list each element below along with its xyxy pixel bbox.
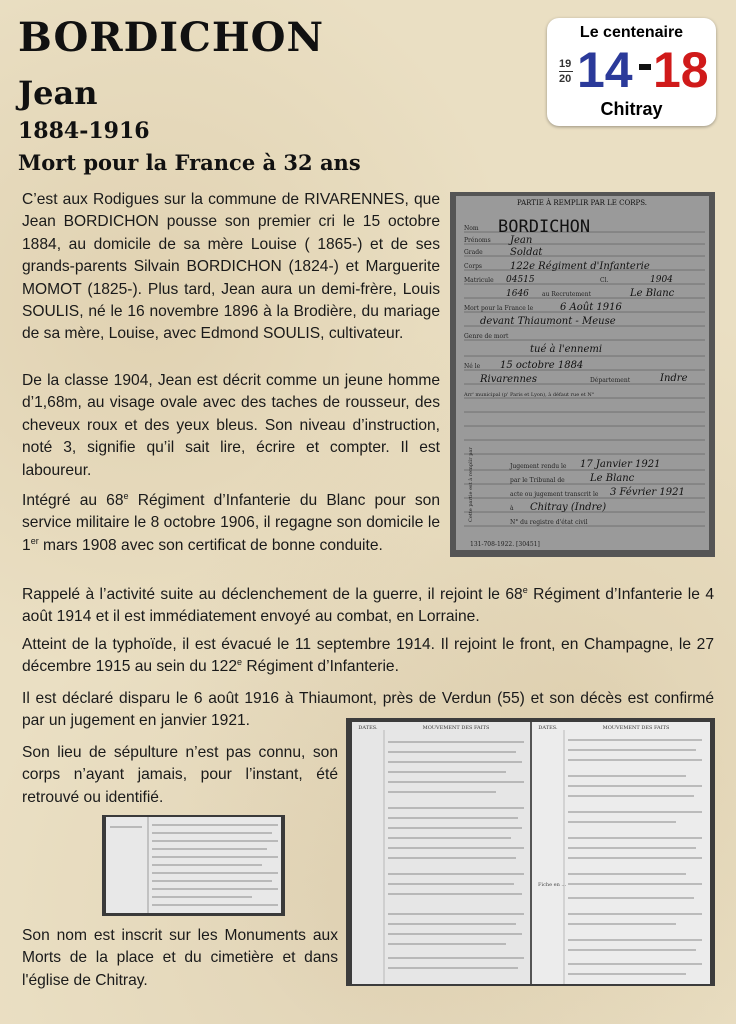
fiche-matricule-label: Matricule (464, 277, 494, 284)
logo-town: Chitray (600, 99, 663, 119)
fiche-mort-date: 6 Août 1916 (560, 302, 622, 313)
fiche-matricule-value: 04515 (506, 275, 535, 285)
fiche-jugement-value: 17 Janvier 1921 (580, 459, 661, 470)
register-col-dates-2: DATES. (538, 725, 558, 731)
fiche-recrutement-value: 1646 (506, 289, 529, 299)
logo-year-left: 14 (577, 42, 633, 98)
logo-year-right: 18 (653, 42, 709, 98)
fiche-acte-label: acte ou jugement transcrit le (510, 491, 599, 498)
fiche-a-value: Chitray (Indre) (530, 502, 607, 513)
register-excerpt-image (102, 815, 285, 916)
paragraph-memorial: Son nom est inscrit sur les Monuments aux Morts de la place et du cimetière et dans l'église de Chitray. (22, 927, 338, 989)
register-stamp: Fiche en ... (538, 882, 567, 888)
fiche-jugement-label: Jugement rendu le (510, 463, 567, 470)
fiche-corps-label: Corps (464, 263, 482, 270)
fiche-prenoms-value: Jean (510, 235, 533, 246)
paragraph-disappearance: Il est déclaré disparu le 6 août 1916 à Thiaumont, près de Verdun (55) et son décès est confirmé par un jugement en janvier 1921. (22, 690, 714, 730)
fiche-title: PARTIE À REMPLIR PAR LE CORPS. (517, 199, 647, 207)
fiche-tribunal-label: par le Tribunal de (510, 477, 565, 484)
fiche-genre-value: tué à l'ennemi (530, 344, 603, 355)
fiche-recrutement-place: Le Blanc (630, 288, 675, 299)
fiche-dept-label: Département (590, 377, 631, 384)
register-col-faits-2: MOUVEMENT DES FAITS (602, 725, 670, 731)
fiche-a-label: à (510, 505, 514, 512)
paragraph-typhoid: Atteint de la typhoïde, il est évacué le 11 septembre 1914. Il rejoint le front, en Champagne, le 27 décembre 1915 au sein du 122e Régiment d’Infanterie. (22, 636, 714, 676)
centenaire-logo (547, 18, 716, 126)
fiche-nom-value: BORDICHON (498, 217, 591, 237)
fiche-prenoms-label: Prénoms (464, 237, 491, 244)
fiche-ne-label: Né le (464, 363, 481, 370)
military-register-image (346, 718, 715, 986)
fiche-grade-label: Grade (464, 249, 483, 256)
fiche-classe-value: 1904 (650, 275, 673, 285)
fiche-mort-label: Mort pour la France le (464, 305, 534, 312)
paragraph-birth: C’est aux Rodigues sur la commune de RIVARENNES, que Jean BORDICHON pousse son premier cri le 15 octobre 1884, au domicile de sa mère Louise ( 1865-) et de ses grands-parents Silvain BORDICHON (1824-) et Marguerite MOMOT (1825-). Plus tard, Jean aura un demi-frère, Louis SOULIS, né le 16 novembre 1896 à la Brodière, du mariage de sa mère, Louise, avec Edmond SOULIS, cultivateur. (22, 191, 440, 343)
fiche-arr-label: Arr' municipal (p' Paris et Lyon), à défaut rue et N° (464, 392, 595, 398)
fiche-registre-label: N° du registre d'état civil (510, 519, 588, 526)
life-dates: 1884-1916 (18, 118, 150, 144)
logo-century-top: 19 (559, 58, 572, 70)
logo-dash (639, 64, 651, 70)
logo-years (553, 44, 710, 96)
fiche-tribunal-value: Le Blanc (590, 473, 635, 484)
fiche-footer: 131-708-1922. [30451] (470, 541, 540, 548)
logo-century-bottom: 20 (559, 73, 572, 85)
fiche-grade-value: Soldat (510, 247, 543, 258)
fiche-acte-value: 3 Février 1921 (610, 487, 685, 498)
fiche-side-text: Cette partie est à remplir par (468, 447, 474, 522)
paragraph-service: Intégré au 68e Régiment d’Infanterie du Blanc pour son service militaire le 8 octobre 1906, il regagne son domicile le 1er mars 1908 avec son certificat de bonne conduite. (22, 490, 441, 554)
paragraph-mobilisation: Rappelé à l’activité suite au déclenchement de la guerre, il rejoint le 68e Régiment d’Infanterie le 4 août 1914 et il est immédiatement envoyé au combat, en Lorraine. (22, 584, 715, 626)
soldier-last-name: BORDICHON (18, 14, 325, 61)
logo-fraction-bar (559, 71, 573, 72)
fiche-corps-value: 122e Régiment d'Infanterie (510, 261, 650, 272)
fiche-nom-label: Nom (464, 225, 479, 232)
fiche-genre-label: Genre de mort (464, 333, 509, 340)
fiche-recrutement-label: au Recrutement (542, 291, 591, 298)
death-record-card-image (450, 192, 715, 557)
fiche-dept-value: Indre (660, 373, 688, 384)
fiche-mort-place: devant Thiaumont - Meuse (480, 316, 616, 327)
register-col-dates-1: DATES. (358, 725, 378, 731)
soldier-first-name: Jean (18, 74, 98, 112)
fiche-classe-label: Cl. (600, 277, 609, 284)
fiche-lieu-value: Rivarennes (480, 374, 537, 385)
paragraph-description: De la classe 1904, Jean est décrit comme un jeune homme d’1,68m, au visage ovale avec des taches de rousseur, des cheveux roux et des yeux bleus. Son niveau d’instruction, noté 3, signifie qu’il sait lire, écrire et compter. Il est laboureur. (22, 372, 440, 479)
death-subtitle: Mort pour la France à 32 ans (18, 150, 361, 175)
fiche-ne-value: 15 octobre 1884 (500, 360, 584, 371)
paragraph-burial: Son lieu de sépulture n’est pas connu, son corps n’ayant jamais, pour l’instant, été retrouvé ou identifié. (22, 744, 338, 806)
logo-title: Le centenaire (579, 24, 684, 41)
register-col-faits-1: MOUVEMENT DES FAITS (422, 725, 490, 731)
